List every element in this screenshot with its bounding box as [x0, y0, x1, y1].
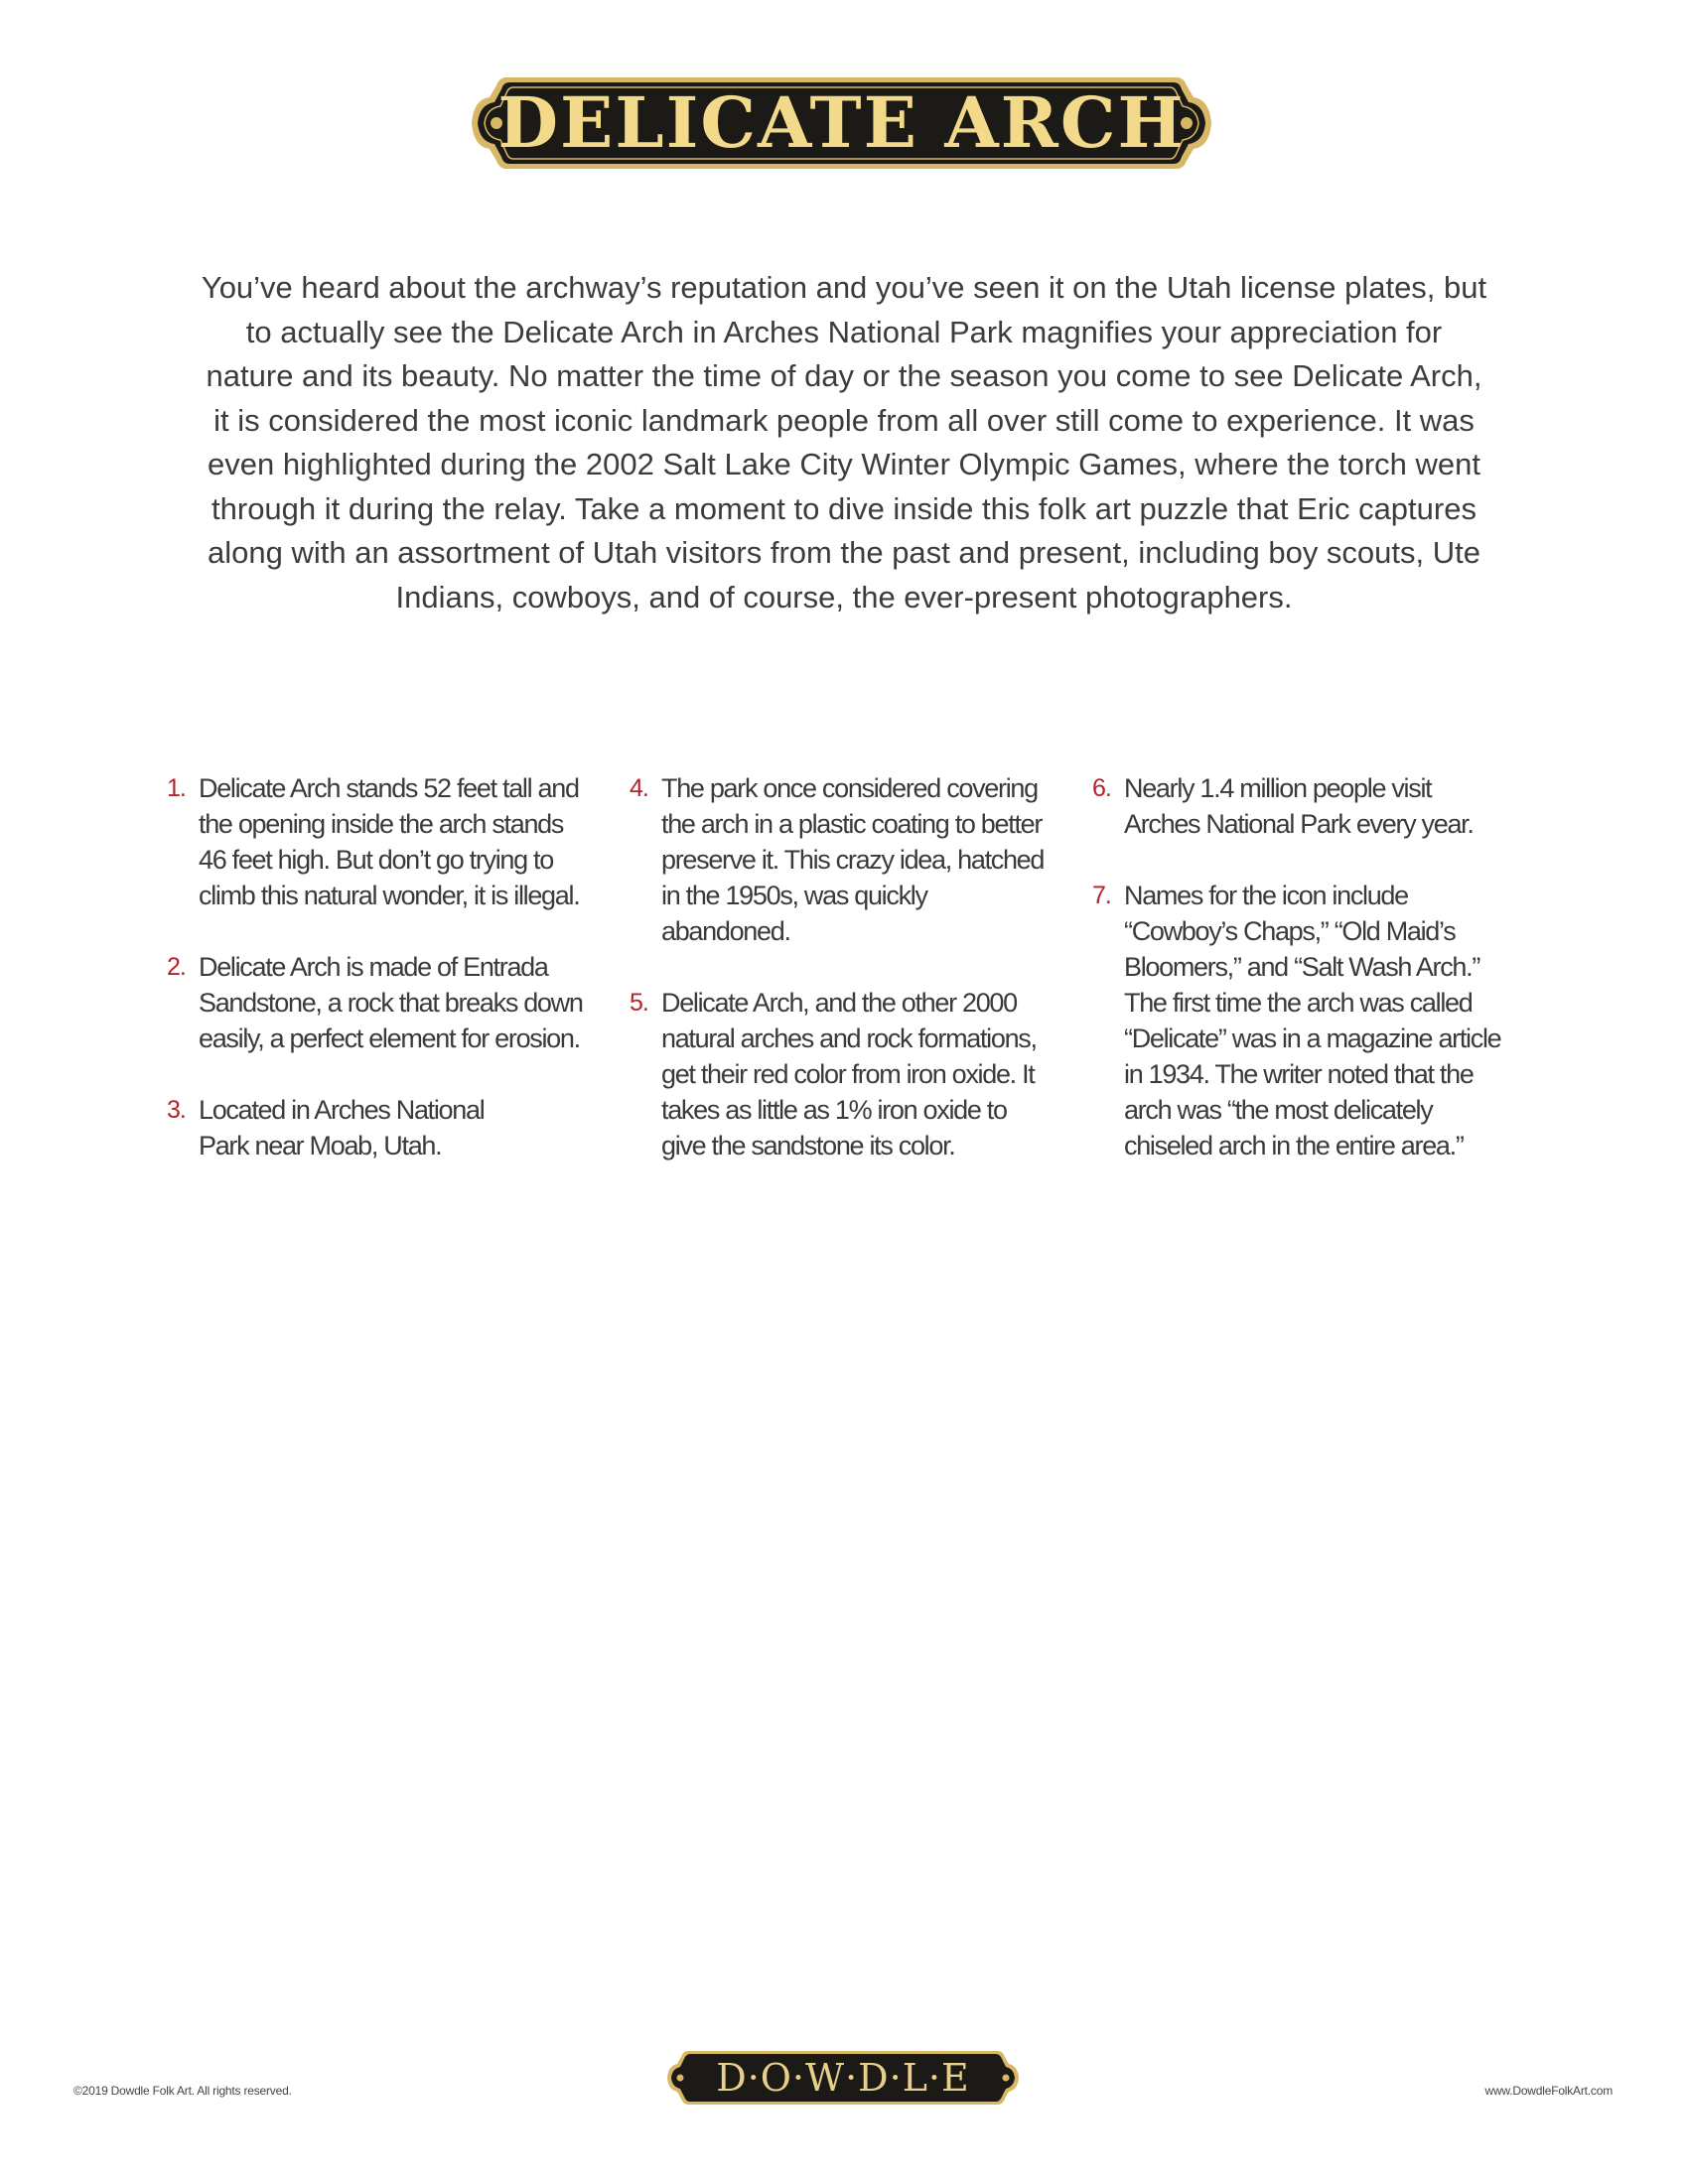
fact-number: 1. [167, 774, 186, 802]
fact-text: Located in Arches National Park near Moab, Utah. [199, 1095, 485, 1160]
facts-column-1 [167, 770, 584, 1199]
fact-item [630, 985, 1049, 1163]
fact-item [167, 1092, 496, 1163]
facts-column-3 [1092, 770, 1509, 1199]
page-title: DELICATE ARCH [497, 81, 1186, 164]
fact-number: 6. [1092, 774, 1111, 802]
fact-item [167, 770, 584, 913]
fact-number: 7. [1092, 882, 1111, 909]
fact-item [630, 770, 1047, 949]
fact-text: The park once considered covering the arch in a plastic coating to better preserve it. This crazy idea, hatched in the 1950s, was quickly abandoned. [661, 773, 1045, 946]
fact-number: 2. [167, 953, 186, 981]
fact-text: Names for the icon include “Cowboy’s Chaps,” “Old Maid’s Bloomers,” and “Salt Wash Arch.” The first time the arch was called “Delicate” was in a magazine article in 1934. The writer noted that the arch was “the most delicately chiseled arch in the entire area.” [1124, 881, 1501, 1160]
fact-text: Delicate Arch stands 52 feet tall and the opening inside the arch stands 46 feet high. But don’t go trying to climb this natural wonder, it is illegal. [199, 773, 580, 910]
fact-text: Nearly 1.4 million people visit Arches National Park every year. [1124, 773, 1474, 839]
website-url: www.DowdleFolkArt.com [1484, 2084, 1613, 2098]
logo-text: D·O·W·D·L·E [716, 2056, 970, 2100]
fact-item [1092, 878, 1509, 1163]
facts-column-2 [630, 770, 1047, 1199]
fact-number: 5. [630, 989, 648, 1017]
fact-number: 3. [167, 1096, 186, 1124]
fact-item [1092, 770, 1481, 842]
title-banner [467, 71, 1216, 175]
fact-number: 4. [630, 774, 648, 802]
intro-paragraph: You’ve heard about the archway’s reputation and you’ve seen it on the Utah license plates, but to actually see the Delicate Arch in Arches National Park magnifies your appreciation for nature and its beauty. No matter the time of day or the season you come to see Delicate Arch, it is considered the most iconic landmark people from all over still come to experience. It was even highlighted during the 2002 Salt Lake City Winter Olympic Games, where the torch went through it during the relay. Take a moment to dive inside this folk art puzzle that Eric captures along with an assortment of Utah visitors from the past and present, including boy scouts, Ute Indians, cowboys, and of course, the ever-present photographers. [201, 270, 1487, 614]
dowdle-logo [666, 2047, 1020, 2109]
copyright-notice: ©2019 Dowdle Folk Art. All rights reserved. [73, 2084, 292, 2098]
fact-text: Delicate Arch, and the other 2000 natural arches and rock formations, get their red color from iron oxide. It takes as little as 1% iron oxide to give the sandstone its color. [661, 988, 1037, 1160]
fact-item [167, 949, 584, 1056]
fact-text: Delicate Arch is made of Entrada Sandstone, a rock that breaks down easily, a perfect element for erosion. [199, 952, 583, 1053]
